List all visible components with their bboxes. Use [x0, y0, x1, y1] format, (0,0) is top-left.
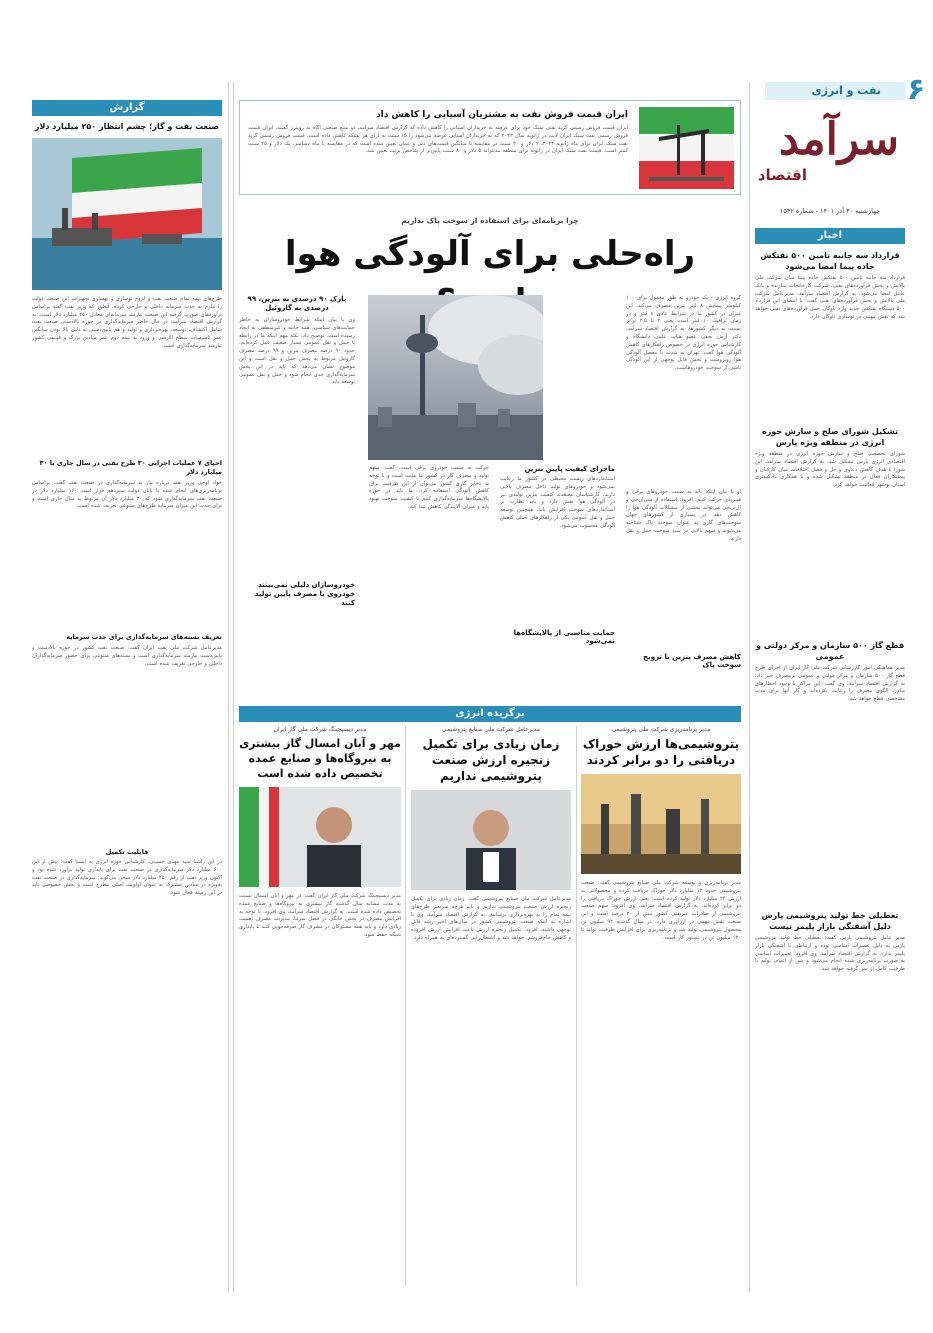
main-lead-2: استانداردهای زیست محیطی در کشور ما رعایت نمی‌شود و خودروهای تولید داخل مصرف بالایی دارند. کارشناسان معتقدند کیفیت بنزین تولیدی نیز در آلودگی هوا نقش دارد و باید نظارت بر استانداردهای سوخت افزایش یابد. همچنین توسعه حمل و نقل عمومی یکی از راهکارهای اصلی کاهش آلودگی محسوب می‌شود. [500, 476, 615, 529]
energy-kicker-3: مدیر دیسپچینگ شرکت ملی گاز ایران [273, 726, 367, 733]
main-sub-b: کاهش مصرف بنزین با ترویج سوخت پاک [643, 653, 741, 669]
divider [228, 82, 229, 1292]
main-lead-3: حرکت به سمت خودروی برقی است. گفت: سهم تولید و مصرف گاز در کشور ما مثبت است و با توجه به ذخایر گازی کشور می‌توان از این ظرفیت برای کاهش آلودگی استفاده کرد. ما باید در حوزه پالایشگاه‌ها سرمایه‌گذاری کنیم تا کیفیت سوخت بهبود یابد و میزان آلایندگی کاهش پیدا کند. [369, 465, 489, 510]
top-story-body: ایران قیمت فروش رسمی گرید نفتی سبک خود برای عرضه به خریداران آسیایی را کاهش داده که گزارش اقتصاد سرآمد، دو منبع صنعتی آگاه به رویترز گفتند، ایران قیمت فروش رسمی نفت سبک ایران لایت در ژانویه سال ۲۰۲۳ که به خریداران آسیایی عرضه می‌شود را ۱۵ سنت به ازای هر بشکه کاهش داده است. قیمت فروش رسمی گرید نفت سبک ایران برای ماه ژانویه ۲۰۲۳، ۲ دلار و ۳۰ سنت در مقایسه با میانگین قیمت‌های دبی و عمان تعیین شده است که در مقایسه با ماه دسامبر، یک دلار و ۲۵ سنت کمتر است. قیمت نفت سبک ایران در ژانویه برای منطقه مدیترانه ۵ دلار و ۸۰ سنت پایین‌تر از شاخص برنت تعیین شد. [248, 125, 628, 155]
divider [405, 726, 406, 1286]
petrochemical-plant-photo [581, 774, 741, 874]
main-lead-1: گروه انرژی - یک خودرو به طور معمول برای ۱۰۰ کیلومتر پیمایش ۸ لیتر بنزین مصرف می‌کند، این میزان در کشور ما در شرایط عادی ۸ لیتر و در زمان ترافیک ۱۰ لیتر است یعنی ۲ تا ۲.۵ برابر نسبت به دیگر کشورها. به گزارش اقتصاد سرآمد، دکتر آرش نجفی عضو هیات علمی دانشگاه و کارشناس حوزه انرژی در خصوص راهکارهای کاهش آلودگی هوا گفت: تهران به شدت با معضل آلودگی هوا روبروست و بخش قابل توجهی از این آلودگی ناشی از سوخت خودروهاست. [626, 295, 741, 372]
main-sub-c: حمایت مناسبی از پالایشگاه‌ها نمی‌شود [513, 629, 615, 645]
news-body-2: شورای تخصصی صلح و سازش حوزه انرژی در منطقه ویژه اقتصادی انرژی پارس تشکیل شد. به گزارش اقتصاد سرآمد، این شورا با هدف کاهش دعاوی و حل و فصل اختلافات میان کارکنان و پیمانکاران فعال در منطقه تشکیل شده و با همکاری دادگستری استان بوشهر فعالیت خواهد کرد. [755, 451, 905, 489]
news-title-2: تشکیل شورای صلح و سازش حوزه انرژی در منطقه ویژه پارس [761, 427, 899, 447]
report-body-2: جواد اوجی وزیر نفت درباره نیاز به سرمایه‌گذاری در صنعت نفت گفت: براساس برنامه‌ریزی‌های انجام شده تا پایان دولت سیزدهم قرار است ۱۶۰ میلیارد دلار در صنعت نفت سرمایه‌گذاری شود که ۳۰ میلیارد دلار آن مربوط به سال جاری است و برای جذب این میزان سرمایه طرح‌های متنوعی تعریف شده است. [32, 480, 222, 510]
main-col-2 [500, 465, 615, 695]
main-sub-a: ماجرای کیفیت پایین بنزین [524, 465, 615, 473]
main-side-body: وی با بیان اینکه شرایط خودروسازان به خاطر حمایت‌های سیاسی، همه جانبه و غیرمنطقی به ایجاد رسیده است، توضیح داد: نکته مهم اینکه ما در رابطه با حمل و نقل عمومی بسیار ضعیف عمل کرده‌ایم. حدود ۹۰ درصد مصرف بنزین و ۹۹ درصد مصرف گازوئیل مربوط به بخش حمل و نقل است و این موضوع نشان می‌دهد که باید در این بخش سرمایه‌گذاری جدی انجام شود و حمل و نقل عمومی توسعه یابد. [239, 317, 355, 386]
report-sub-3: قابلیت تکمیل [105, 848, 149, 856]
news-body-3: مدیر هماهنگی امور گازرسانی شرکت ملی گاز ایران از اجرای طرح قطع گاز ۵۰۰ سازمان و مرکز دولتی و عمومی پرمصرف خبر داد. به گزارش اقتصاد سرآمد، وی گفت: این مراکز با وجود اخطارهای مکرر، الگوی مصرف را رعایت نکرده‌اند و گاز آنها برای مدت مشخصی قطع خواهد شد. [755, 665, 905, 703]
report-body-3: مدیرعامل شرکت ملی نفت ایران گفت: صنعت نفت کشور در حوزه بالادست و پایین‌دست نیازمند سرمایه‌گذاری است و بسته‌های متنوعی برای حضور سرمایه‌گذاران داخلی و خارجی تعریف شده است. [32, 645, 222, 667]
energy-headline-3: مهر و آبان امسال گاز بیشتری به نیروگاه‌ها و صنایع عمده تخصیص داده شده است [239, 737, 401, 780]
energy-body-2: مدیرعامل شرکت ملی صنایع پتروشیمی گفت: زمان زیادی برای تکمیل زنجیره ارزش صنعت پتروشیمی نداریم و باید هرچه سریعتر طرح‌های نیمه تمام را به بهره‌برداری برسانیم. به گزارش اقتصاد سرآمد، وی با اشاره به اینکه صنعت پتروشیمی کشور در سال‌های اخیر رشد قابل توجهی داشته، افزود: تکمیل زنجیره ارزش باعث افزایش ارزش افزوده و کاهش خام‌فروشی خواهد شد و اشتغال‌زایی گسترده‌ای به همراه دارد. [411, 896, 571, 941]
section-title: نفت و انرژی [811, 84, 881, 97]
energy-kicker-1: مدیر برنامه‌ریزی شرکت ملی پتروشیمی [611, 726, 711, 733]
divider [576, 726, 577, 1286]
divider [749, 82, 750, 1292]
masthead-logo [755, 108, 905, 200]
news-body-4: مدیر عامل پتروشیمی پارس گفت: تعطیلی خط تولید پتروشیمی پارس به دلیل تعمیرات اساسی بوده و ارتباطی با آشفتگی بازار پلیمر ندارد. به گزارش اقتصاد سرآمد، وی افزود: تعمیرات اساسی به صورت برنامه‌ریزی شده انجام می‌شود و پس از اتمام، تولید با ظرفیت کامل از سر گرفته خواهد شد. [755, 935, 905, 973]
official-portrait-photo [239, 787, 401, 887]
logo-sub: اقتصاد [757, 166, 807, 184]
portrait-illustration [411, 790, 571, 890]
top-story-box [239, 100, 741, 195]
logo-main: سرآمد [778, 114, 899, 165]
top-story-title: ایران قیمت فروش نفت به مشتریان آسیایی را کاهش داد [376, 110, 628, 120]
news-item-3 [755, 640, 905, 865]
main-col-3 [369, 465, 489, 695]
chosen-energy-header: برگزیده انرژی [239, 706, 741, 722]
report-headline: صنعت نفت و گاز؛ چشم انتظار ۲۵۰ میلیارد دلار [34, 122, 220, 131]
main-headline: راه‌حلی برای آلودگی هوا [284, 234, 696, 274]
official-portrait-illustration [239, 787, 401, 887]
divider [233, 82, 234, 1292]
offshore-platform-photo [32, 138, 222, 290]
news-title-4: تعطیلی خط تولید پتروشیمی پارس دلیل آشفتگی بازار پلیمر نیست [761, 911, 899, 931]
main-col-1 [626, 295, 741, 695]
news-title-3: قطع گاز ۵۰۰ سازمان و مرکز دولتی و عمومی [755, 641, 905, 661]
flag-pumpjack-illustration [639, 107, 734, 189]
smog-tehran-photo [368, 295, 543, 460]
main-kicker: چرا برنامه‌ای برای استفاده از سوخت پاک نداریم [401, 216, 579, 225]
news-column [755, 250, 905, 1290]
report-sub-1: احیای ۷ عملیات اجرایی ۳۰ طرح نفتی در سال جاری با ۳۰ میلیارد دلار [39, 459, 222, 476]
main-sub-d: خودروسازان دلیلی نمی‌بینند خودروی با مصرف پایین تولید کنند [254, 581, 355, 607]
date-issue: چهارشنبه ۳۰ آذر ۱۴۰۱ - شماره ۱۵۳۲ [779, 207, 881, 215]
energy-col-2 [411, 726, 571, 1286]
milad-tower-illustration [368, 295, 543, 460]
energy-col-3 [239, 726, 401, 1286]
report-sub-2: تعریف بسته‌های سرمایه‌گذاری برای جذب سرمایه [66, 633, 222, 641]
main-side-col [239, 295, 355, 695]
report-body-1: طرح‌های نیمه تمام صنعت نفت و لزوم نوسازی و بهسازی تجهیزات این صنعت دولت را ملزم به جذب سرمایه داخلی و خارجی کرده، آنطور که وزیر نفت گفته براساس برآوردهای صورت گرفته این صنعت نیازمند سرمایه‌ای معادل ۲۵۰ میلیارد دلار است. به گزارش اقتصاد سرآمد، در حال حاضر سرمایه‌گذاری در حوزه بالادستی صنعت نفت شامل اکتشاف، توسعه، بهره‌برداری و تولید و هم پایین‌دستی به دلیل بالا بودن میانگین عمر تاسیسات سطح الارضی و ورود به نیمه دوم عمر میادین بزرگ و قدیمی کشور نیازمند سرمایه‌گذاری است. [32, 296, 222, 349]
page-number: ۶ [906, 72, 926, 107]
news-item-2 [755, 426, 905, 631]
report-body-4: در این راستا سید مهدی حسینی، کارشناس حوزه انرژی به ایسنا گفت: پیش از این ۶۰۰ میلیارد دلار سرمایه‌گذاری در صنعت نفت برای پایداری تولید برآورد شده بود و اکنون وزیر نفت از رقم ۲۵۰ میلیارد دلار سخن می‌گوید؛ سرمایه‌گذاری در صنعت نفت به‌ویژه در میادین مشترک به عنوان اولویت اصلی مطرح است و بخش خصوصی باید در این زمینه فعال شود. [32, 859, 222, 897]
platform-flag-illustration [32, 138, 222, 290]
refinery-illustration [581, 774, 741, 874]
energy-headline-2: زمان زیادی برای تکمیل زنجیره ارزش صنعت پتروشیمی نداریم [422, 737, 560, 783]
energy-body-1: مدیر برنامه‌ریزی و توسعه شرکت ملی صنایع پتروشیمی گفت: صنعت پتروشیمی حدود ۱۲ میلیارد دلار خوراک دریافت کرده و محصولاتی به ارزش ۲۴ میلیارد دلار تولید کرده است؛ یعنی ارزش خوراک دریافتی را دو برابر کرده‌اند. به گزارش اقتصاد سرآمد، وی افزود: سهم صنعت پتروشیمی از صادرات غیرنفتی کشور بیش از ۳۰ درصد است و این صنعت نقش مهمی در ارزآوری دارد. در سال گذشته ۹۴ میلیون تن محصول پتروشیمی تولید شد و برنامه‌ریزی برای افزایش ظرفیت تولید تا ۱۳۰ میلیون تن در دستور کار است. [581, 880, 741, 941]
energy-headline-1: پتروشیمی‌ها ارزش خوراک دریافتی را دو برابر کردند [582, 737, 740, 767]
report-column-header: گزارش [32, 100, 222, 116]
news-item-1 [755, 250, 905, 420]
energy-col-1 [581, 726, 741, 1286]
speaker-portrait-photo [411, 790, 571, 890]
news-title-1: قرارداد سه جانبه تامین ۵۰۰ نفتکش جاده پیما امضا می‌شود [760, 251, 900, 271]
news-body-1: قرارداد سه جانبه تامین ۵۰۰ نفتکش جاده پیما میان شرکت ملی پالایش و پخش فرآورده‌های نفتی، شرکت کارخانجات سازنده و بانک عامل امضا می‌شود. به گزارش اقتصاد سرآمد، مدیرعامل شرکت ملی پالایش و پخش فرآورده‌های نفتی گفت: با امضای این قرارداد ۵۰۰ دستگاه نفتکش جدید وارد ناوگان حمل فرآورده‌های نفتی خواهد شد که نقش مهمی در نوسازی ناوگان دارد. [755, 275, 905, 320]
main-lead-1b: او با بیان اینکه باید به سمت خودروهای برقی و هیبریدی حرکت کنیم، افزود: استفاده از سی‌ان‌جی و ال‌پی‌جی می‌تواند بخشی از مشکلات آلودگی هوا را کاهش دهد. در بسیاری از کشورهای جهان سوخت‌های گازی به عنوان سوخت پاک شناخته می‌شوند و سهم بالایی در سبد سوخت حمل و نقل دارند. [626, 489, 741, 542]
section-banner [765, 82, 905, 100]
news-column-header: اخبار [755, 228, 905, 244]
energy-kicker-2: مدیرعامل شرکت ملی صنایع پتروشیمی [441, 726, 541, 733]
oil-flag-photo [639, 107, 734, 189]
main-side-sub: پارک ۹۰ درصدی به بنزین، ۹۹ درصدی به گازوئیل [247, 295, 347, 312]
energy-body-3: مدیر دیسپچینگ شرکت ملی گاز ایران گفت: در مهر و آبان امسال نسبت به مدت مشابه سال گذشته گاز بیشتری به نیروگاه‌ها و صنایع عمده تخصیص داده شده است. به گزارش اقتصاد سرآمد، وی افزود: با توجه به افزایش مصرف در بخش خانگی در فصل سرما، مدیریت مصرف اهمیت زیادی دارد و باید همه مشترکان در مصرف گاز صرفه‌جویی کنند تا پایداری شبکه حفظ شود. [239, 893, 401, 938]
report-column [32, 296, 222, 1291]
news-item-4 [755, 910, 905, 1275]
